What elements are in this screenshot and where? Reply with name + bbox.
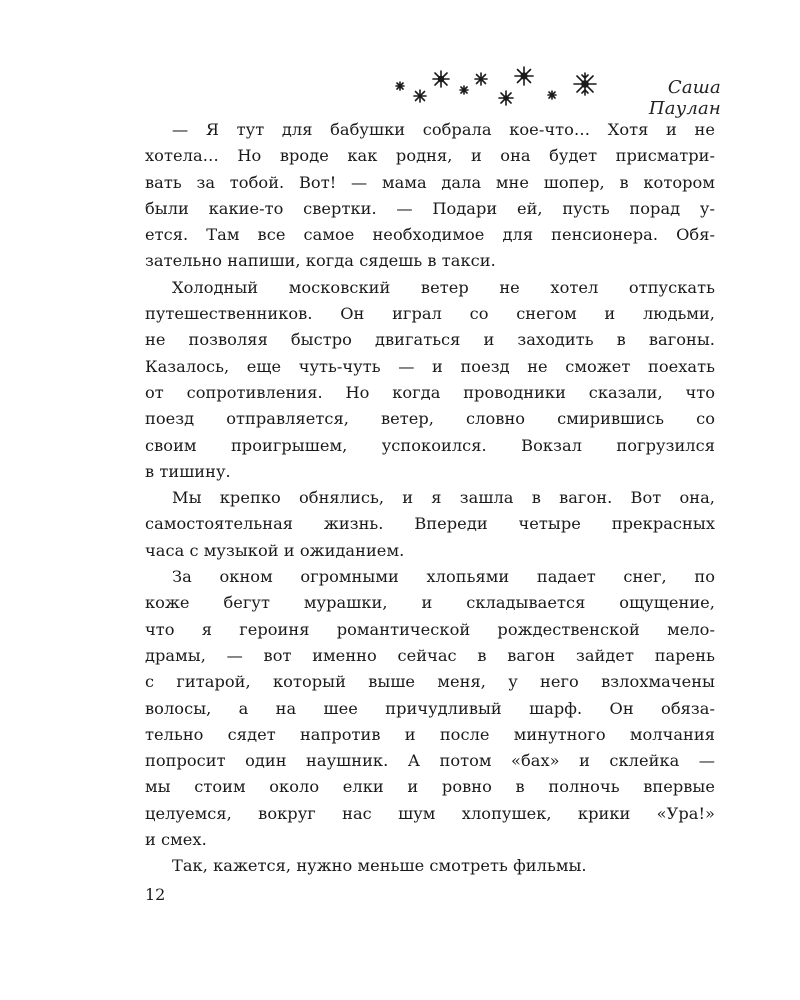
text-line: За окном огромными хлопьями падает снег, по: [172, 567, 715, 587]
text-line: от сопротивления. Но когда проводники сказали, что: [145, 382, 715, 402]
text-line: самостоятельная жизнь. Впереди четыре прекрасных: [145, 514, 715, 534]
author-name: Саша Паулан: [648, 77, 721, 119]
text-line: хотела… Но вроде как родня, и она будет присматри-: [145, 146, 715, 166]
text-line: с гитарой, который выше меня, у него взлохмачены: [145, 672, 715, 692]
text-line: драмы, — вот именно сейчас в вагон зайдет парень: [145, 645, 715, 665]
text-line: вать за тобой. Вот! — мама дала мне шопер, в котором: [145, 172, 715, 192]
text-line: в тишину.: [145, 461, 231, 481]
text-line: поезд отправляется, ветер, словно смирившись со: [145, 409, 715, 429]
body-text: [145, 117, 715, 880]
text-line: целуемся, вокруг нас шум хлопушек, крики «Ура!»: [145, 803, 715, 823]
text-line: были какие-то свертки. — Подари ей, пусть порад у-: [145, 198, 715, 218]
text-line: — Я тут для бабушки собрала кое-что… Хотя и не: [172, 120, 715, 139]
text-line: Мы крепко обнялись, и я зашла в вагон. Вот она,: [172, 488, 715, 508]
text-line: ется. Там все самое необходимое для пенсионера. Обя-: [145, 225, 715, 245]
text-line: Так, кажется, нужно меньше смотреть фильмы.: [172, 856, 587, 876]
text-line: зательно напиши, когда сядешь в такси.: [145, 251, 496, 271]
text-line: не позволяя быстро двигаться и заходить в вагоны.: [145, 330, 715, 350]
page-number: 12: [145, 885, 166, 904]
text-line: своим проигрышем, успокоился. Вокзал погрузился: [145, 435, 715, 455]
text-line: и смех.: [145, 830, 207, 850]
text-line: коже бегут мурашки, и складывается ощущение,: [145, 593, 715, 613]
text-line: Казалось, еще чуть-чуть — и поезд не сможет поехать: [145, 356, 715, 376]
text-line: Холодный московский ветер не хотел отпускать: [172, 277, 715, 297]
text-line: путешественников. Он играл со снегом и людьми,: [145, 304, 715, 324]
snowflakes-ornament-icon: [390, 62, 605, 112]
text-line: мы стоим около елки и ровно в полночь впервые: [145, 777, 715, 797]
text-line: тельно сядет напротив и после минутного молчания: [145, 724, 715, 744]
text-line: часа с музыкой и ожиданием.: [145, 540, 405, 560]
text-line: что я героиня романтической рождественской мело-: [145, 619, 715, 639]
running-header: [390, 62, 721, 119]
text-line: волосы, а на шее причудливый шарф. Он обяза-: [145, 698, 715, 718]
text-line: попросит один наушник. А потом «бах» и склейка —: [145, 751, 715, 771]
